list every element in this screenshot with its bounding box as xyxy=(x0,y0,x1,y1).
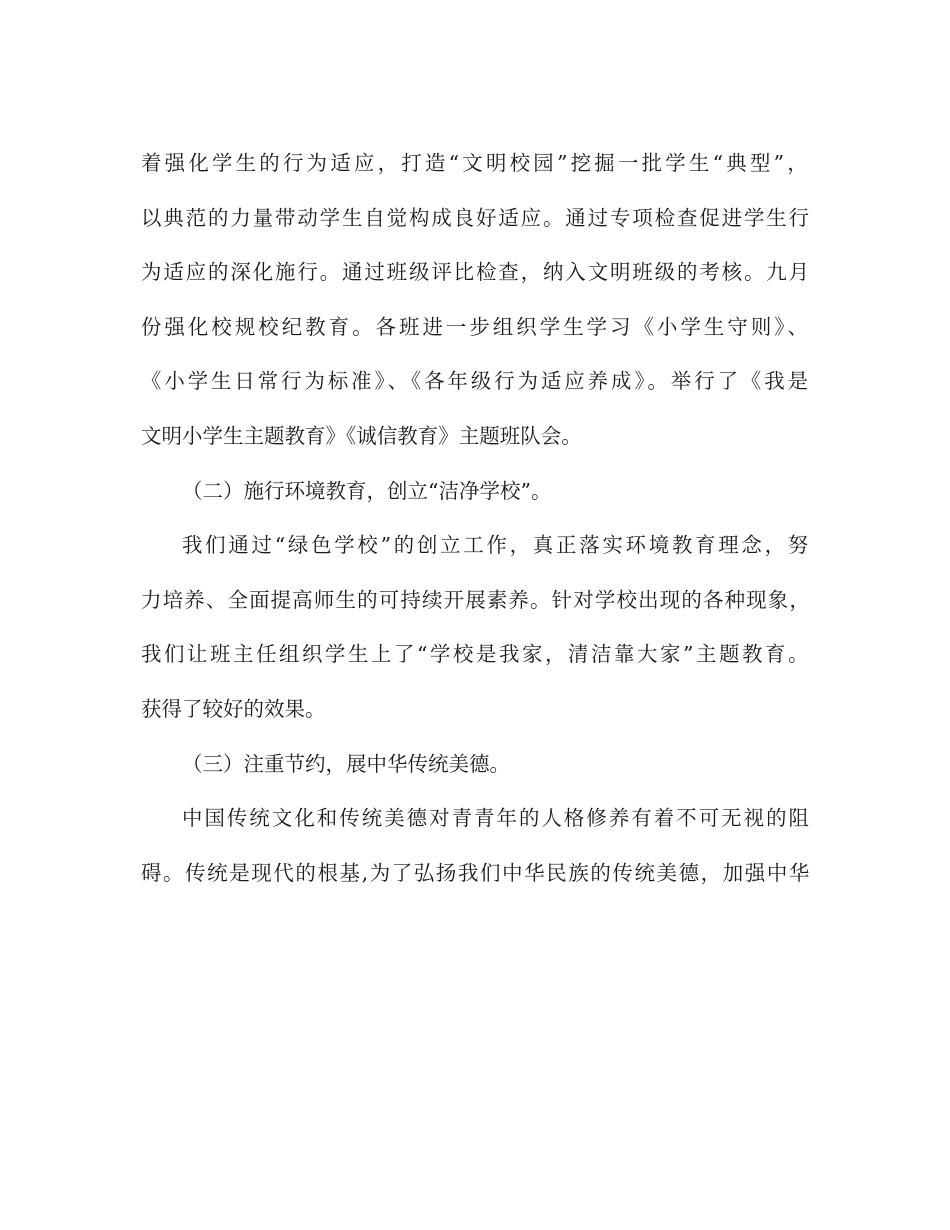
text-line xyxy=(141,846,811,901)
text-line xyxy=(141,791,811,846)
text-line xyxy=(141,409,811,464)
text-line-content: 碍。传统是现代的根基,为了弘扬我们中华民族的传统美德，加强中华 xyxy=(141,860,811,885)
section-heading-text: （二）施行环境教育，创立“洁净学校”。 xyxy=(182,478,552,503)
text-line-content: 《小学生日常行为标准》、《各年级行为适应养成》。举行了《我是 xyxy=(141,369,812,394)
text-line xyxy=(141,191,811,246)
text-line-content: 中国传统文化和传统美德对青青年的人格修养有着不可无视的阻 xyxy=(182,806,812,831)
text-line-content: 获得了较好的效果。 xyxy=(141,696,326,721)
text-line-content: 我们通过“绿色学校”的创立工作，真正落实环境教育理念，努 xyxy=(182,533,811,558)
document-body xyxy=(141,136,811,900)
text-line xyxy=(141,354,811,409)
text-line xyxy=(141,245,811,300)
section-heading xyxy=(141,464,811,519)
text-line xyxy=(141,300,811,355)
text-line xyxy=(141,136,811,191)
text-line-content: 份强化校规校纪教育。各班进一步组织学生学习《小学生守则》、 xyxy=(141,314,812,339)
text-line xyxy=(141,682,811,737)
text-line xyxy=(141,627,811,682)
text-line-content: 文明小学生主题教育》《诚信教育》主题班队会。 xyxy=(141,423,582,448)
text-line xyxy=(141,518,811,573)
text-line-content: 为适应的深化施行。通过班级评比检查，纳入文明班级的考核。九月 xyxy=(141,260,811,285)
text-line-content: 着强化学生的行为适应，打造“文明校园”挖掘一批学生“典型”， xyxy=(141,151,811,175)
text-line-content: 力培养、全面提高师生的可持续开展素养。针对学校出现的各种现象， xyxy=(141,587,812,612)
text-line-content: 我们让班主任组织学生上了“学校是我家，清洁靠大家”主题教育。 xyxy=(141,642,811,667)
text-line xyxy=(141,573,811,628)
section-heading-text: （三）注重节约，展中华传统美德。 xyxy=(182,751,510,776)
text-line-content: 以典范的力量带动学生自觉构成良好适应。通过专项检查促进学生行 xyxy=(141,205,811,230)
section-heading xyxy=(141,737,811,792)
